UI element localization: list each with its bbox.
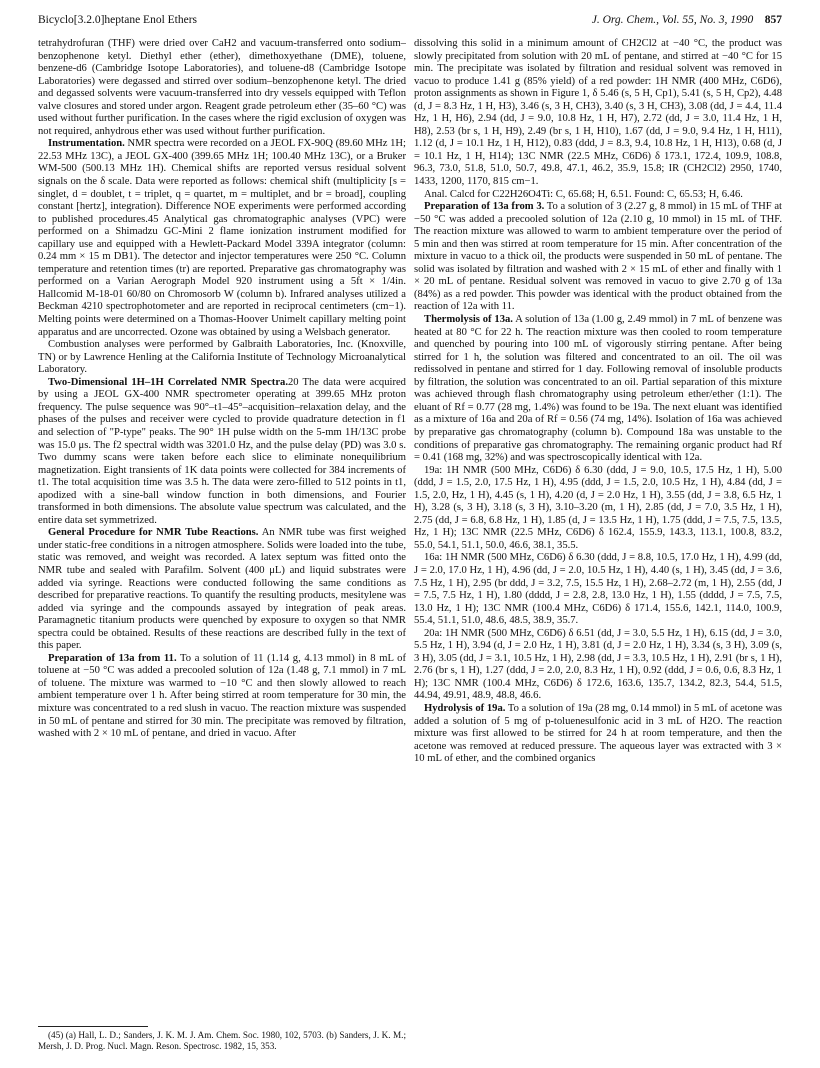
paragraph-13a-characterization: dissolving this solid in a minimum amount of CH2Cl2 at −40 °C, the product was slowly precipitated from solution with 20 mL of pentane, and stirred at −40 °C for 15 min. The precipitate was isolated by filtration and residual solvent was removed in vacuo to produce 1.41 g (85% yield) of a red powder: 1H NMR (400 MHz, C6D6), proton assignments as shown in Figure 1, δ 5.46 (s, 5 H, Cp1), 5.41 (s, 5 H, Cp2), 4.48 (d, J = 8.3 Hz, 1 H, H3), 3.46 (s, 3 H, CH3), 3.40 (s, 3 H, CH3), 3.08 (dd, J = 4.4, 11.4 Hz, 1 H, H6), 2.94 (dd, J = 9.0, 10.8 Hz, 1 H, H7), 2.72 (dd, J = 3.0, 11.4 Hz, 1 H, H8), 2.53 (br s, 1 H, H9), 2.49 (br s, 1 H, H10), 1.67 (dd, J = 9.0, 9.4 Hz, 1 H, H11), 1.12 (d, J = 10.1 Hz, 1 H, H12), 0.83 (ddd, J = 8.3, 9.4, 10.8 Hz, 1 H, H13), 0.68 (d, J = 10.1 Hz, 1 H, H14); 13C NMR (22.5 MHz, C6D6) δ 173.1, 172.4, 109.9, 108.8, 96.3, 73.0, 51.8, 51.0, 50.7, 49.8, 47.1, 46.2, 35.9, 15.8; IR (CH2Cl2) 2950, 1740, 1433, 1200, 1170, 815 cm−1. <box>414 38 782 188</box>
section-heading-instrumentation: Instrumentation. <box>48 138 125 150</box>
journal-name: J. Org. Chem., Vol. 55, No. 3, 1990 <box>591 14 754 26</box>
left-column <box>38 38 406 1028</box>
section-heading-prep-13a-from-11: Preparation of 13a from 11. <box>48 652 177 664</box>
page-number: 857 <box>764 14 782 26</box>
paragraph-hydrolysis: Hydrolysis of 19a. To a solution of 19a (28 mg, 0.14 mmol) in 5 mL of acetone was added a solution of 5 mg of p-toluenesulfonic acid in 3 mL of H2O. The reaction mixture was first allowed to be stirred for 24 h at room temperature, and then the acetone was removed at reduced pressure. The aqueous layer was extracted with 3 × 10 mL of ether, and the combined organics <box>414 702 782 765</box>
paragraph-thermolysis: Thermolysis of 13a. A solution of 13a (1.00 g, 2.49 mmol) in 7 mL of benzene was heated at 80 °C for 22 h. The reaction mixture was then cooled to room temperature and quenched by pouring into 100 mL of vigorously stirring pentane. After being stirred for 1 h, the solution was filtered and concentrated to an oil. The oil was redissolved in pentane and stirred for 1 day. Following removal of insoluble products by filtration, the solution was concentrated to an oil. Partial separation of this mixture was achieved through flash chromatography using petroleum ether/ether (1:1). The eluant of Rf = 0.77 (28 mg, 1.4%) was found to be 19a. The next eluant was identified as a mixture of 16a and 20a of Rf = 0.56 (74 mg, 14%). Isolation of 16a was achieved by preparative gas chromatography (column b). Compound 18a was unstable to the conditions of preparative gas chromatography. The remaining organic product had Rf = 0.41 (168 mg, 32%) and was spectroscopically identical with 12a. <box>414 314 782 464</box>
running-title: Bicyclo[3.2.0]heptane Enol Ethers <box>38 14 198 26</box>
paragraph-nmr-tube: General Procedure for NMR Tube Reactions. An NMR tube was first weighed under static-free conditions in a nitrogen atmosphere. Solids were loaded into the tube, static was removed, and weight was recorded. A latex septum was fitted onto the NMR tube and sealed with Parafilm. Solvent (400 μL) and liquid substrates were added via syringe. Reactions were conducted following the same conditions as described for preparative reactions. To quantify the resulting products, mesitylene was added via syringe and the compounds assayed by integration of peak areas. Paramagnetic titanium products were quenched by exposure to oxygen so that NMR spectra could be obtained. Results of these reactions are described fully in the text of this paper. <box>38 527 406 652</box>
paragraph-combustion-analyses: Combustion analyses were performed by Galbraith Laboratories, Inc. (Knoxville, TN) or by Lawrence Henling at the California Institute of Technology Microanalytical Laboratory. <box>38 339 406 376</box>
section-heading-nmr-tube: General Procedure for NMR Tube Reactions. <box>48 527 259 539</box>
footnote-45: (45) (a) Hall, L. D.; Sanders, J. K. M. J. Am. Chem. Soc. 1980, 102, 5703. (b) Sanders, J. K. M.; Mersh, J. D. Prog. Nucl. Magn. Reson. Spectrosc. 1982, 15, 353. <box>38 1030 406 1051</box>
journal-citation <box>592 14 782 26</box>
paragraph-solvents: tetrahydrofuran (THF) were dried over CaH2 and vacuum-transferred onto sodium–benzophenone ketyl. Diethyl ether (ether), dimethoxyethane (DME), toluene, benzene-d6 (Cambridge Isotope Laboratories), and toluene-d8 (Cambridge Isotope Laboratories) were degassed and stirred over sodium–benzophenone ketyl. The dried and degassed solvents were vacuum-transferred into dry vessels equipped with Teflon valve closures and stored under argon. Reagent grade petroleum ether (35–60 °C) was used without further purification. In the cases where the rigid exclusion of oxygen was not required, anhydrous ether was used without further purification. <box>38 38 406 137</box>
paragraph-16a-data: 16a: 1H NMR (500 MHz, C6D6) δ 6.30 (ddd, J = 8.8, 10.5, 17.0 Hz, 1 H), 4.99 (dd, J = 2.0, 17.0 Hz, 1 H), 4.96 (dd, J = 2.0, 10.5 Hz, 1 H), 4.40 (s, 1 H), 3.45 (dd, J = 3.6, 7.5 Hz, 1 H), 2.95 (br ddd, J = 3.2, 7.5, 15.5 Hz, 1 H), 2.68–2.72 (m, 1 H), 2.55 (dd, J = 7.5, 7.5 Hz, 1 H), 1.80 (dddd, J = 2.8, 2.8, 13.0 Hz, 1 H), 1.55 (dddd, J = 7.5, 7.5, 13.0 Hz, 1 H); 13C NMR (100.4 MHz, C6D6) δ 171.4, 155.6, 142.1, 114.0, 100.9, 55.4, 51.1, 51.0, 48.6, 48.5, 38.9, 35.7. <box>414 552 782 627</box>
footnote-divider <box>38 1026 148 1027</box>
paragraph-prep-13a-from-11: Preparation of 13a from 11. To a solution of 11 (1.14 g, 4.13 mmol) in 8 mL of toluene at −50 °C was added a precooled solution of 12a (1.48 g, 7.1 mmol) in 7 mL of toluene. The mixture was warmed to −10 °C and then slowly allowed to reach ambient temperature over 1 h. After being stirred at room temperature for 30 min, the mixture was concentrated to a red slush in vacuo. The reaction mixture was suspended in 50 mL of pentane and stirred for 30 min. The precipitate was removed by filtration, washed with 2 × 10 mL of pentane, and dried in vacuo. After <box>38 652 406 740</box>
running-header <box>38 14 782 32</box>
paragraph-19a-data: 19a: 1H NMR (500 MHz, C6D6) δ 6.30 (ddd, J = 9.0, 10.5, 17.5 Hz, 1 H), 5.00 (ddd, J = 1.5, 2.0, 17.5 Hz, 1 H), 4.95 (ddd, J = 1.5, 2.0, 10.5 Hz, 1 H), 4.84 (dd, J = 1.5, 2.0, Hz, 1 H), 4.45 (s, 1 H), 4.20 (d, J = 2.0 Hz, 1 H), 3.55 (dd, J = 3.8, 6.5 Hz, 1 H), 3.28 (s, 3 H), 3.18 (s, 3 H), 3.10–3.20 (m, 1 H), 2.85 (dd, J = 7.0, 3.5 Hz, 1 H), 2.75 (dd, J = 6.8, 6.8 Hz, 1 H), 1.85 (d, J = 13.5 Hz, 1 H), 1.75 (ddd, J = 7.5, 7.5, 13.5, Hz, 1 H); 13C NMR (22.5 MHz, C6D6) δ 162.4, 155.9, 143.3, 113.1, 100.8, 83.2, 55.0, 54.1, 51.1, 50.0, 46.6, 38.1, 35.5. <box>414 464 782 551</box>
paragraph-elemental-analysis: Anal. Calcd for C22H26O4Ti: C, 65.68; H, 6.51. Found: C, 65.53; H, 6.46. <box>424 188 743 200</box>
section-heading-prep-13a-from-3: Preparation of 13a from 3. <box>424 201 545 213</box>
paragraph-prep-13a-from-3: Preparation of 13a from 3. To a solution of 3 (2.27 g, 8 mmol) in 15 mL of THF at −50 °C was added a precooled solution of 12a (2.10 g, 10 mmol) in 15 mL of THF. The reaction mixture was allowed to warm to ambient temperature over the period of 5 min and then was stirred at room temperature for 15 min. After concentration of the mixture in vacuo to a thick oil, the products were suspended in 50 mL of pentane. The solid was isolated by filtration and washed with 2 × 15 mL of ether and finally with 1 × 20 mL of pentane. Residual solvent was removed in vacuo to give 2.70 g of 13a (84%) as a red powder. This powder was identical with the product obtained from the reaction of 12a with 11. <box>414 201 782 313</box>
right-column <box>414 38 782 1062</box>
paragraph-20a-data: 20a: 1H NMR (500 MHz, C6D6) δ 6.51 (dd, J = 3.0, 5.5 Hz, 1 H), 6.15 (dd, J = 3.0, 5.5 Hz, 1 H), 3.94 (d, J = 2.0 Hz, 1 H), 3.81 (d, J = 2.0 Hz, 1 H), 3.34 (s, 3 H), 3.09 (s, 3 H), 3.05 (dd, J = 3.1, 10.5 Hz, 1 H), 2.98 (dd, J = 3.3, 10.5 Hz, 1 H), 2.91 (br s, 1 H), 2.76 (br s, 1 H), 1.27 (ddd, J = 2.0, 2.0, 8.3 Hz, 1 H), 0.92 (ddd, J = 0.6, 0.6, 8.3 Hz, 1 H); 13C NMR (100.4 MHz, C6D6) δ 172.6, 163.6, 135.7, 134.2, 82.3, 54.4, 51.5, 44.94, 49.91, 48.9, 48.8, 46.6. <box>414 627 782 702</box>
section-heading-hydrolysis: Hydrolysis of 19a. <box>424 702 506 714</box>
paragraph-instrumentation: Instrumentation. NMR spectra were recorded on a JEOL FX-90Q (89.60 MHz 1H; 22.53 MHz 13C), a JEOL GX-400 (399.65 MHz 1H; 100.40 MHz 13C), or a Bruker WM-500 (500.13 MHz 1H). Chemical shifts are reported versus residual solvent signals on the δ scale. Data were reported as follows: chemical shift (multiplicity [s = singlet, d = doublet, t = triplet, q = quartet, m = multiplet, and br = broad], coupling constant [hertz], integration). Difference NOE experiments were performed according to published procedures.45 Analytical gas chromatographic analyses (VPC) were performed on a Shimadzu GC-Mini 2 flame ionization instrument modified for capillary use and equipped with a Hewlett-Packard Model 339A integrator (column: 0.24 mm × 15 m DB1). The detector and injector temperatures were 250 °C. Column temperature and retention times (tr) are reported. Preparative gas chromatography was performed on a Varian Aerograph Model 920 instrument using a 5ft × 1/4in. Hallcomid M-18-01 60/80 on Chromosorb W (column b). Infrared analyses utilized a Beckman 4210 spectrophotometer and are reported in reciprocal centimeters (cm−1). Melting points were determined on a Thomas-Hoover Unimelt capillary melting point apparatus and are uncorrected. Ozone was obtained by using a Welsbach generator. <box>38 138 406 338</box>
section-heading-2d-nmr: Two-Dimensional 1H–1H Correlated NMR Spectra. <box>48 376 288 388</box>
paragraph-2d-nmr: Two-Dimensional 1H–1H Correlated NMR Spectra.20 The data were acquired by using a JEOL GX-400 NMR spectrometer operating at 399.65 MHz proton frequency. The pulse sequence was 90°–t1–45°–acquisition–relaxation delay, and the phases of the pulses and receiver were cycled to provide quadrature detection in f1 and selection of "P-type" peaks. The 90° 1H pulse width on the 5-mm 1H/13C probe was 15.0 μs. The f2 spectral width was 3201.0 Hz, and the pulse delay (PD) was 3.0 s. Two dummy scans were taken before each slice to eliminate nonequilibrium magnetization. Eight transients of 1K data points were collected for 384 increments of t1. The total acquisition time was 3.5 h. The data were zero-filled to 512 points in t1, apodized with a sine-ball window function in both dimensions, and Fourier transformed in both dimensions. The absolute value spectrum was calculated, and the entire data set symmetrized. <box>38 376 406 526</box>
footnotes <box>38 1030 406 1052</box>
section-heading-thermolysis: Thermolysis of 13a. <box>424 314 513 326</box>
